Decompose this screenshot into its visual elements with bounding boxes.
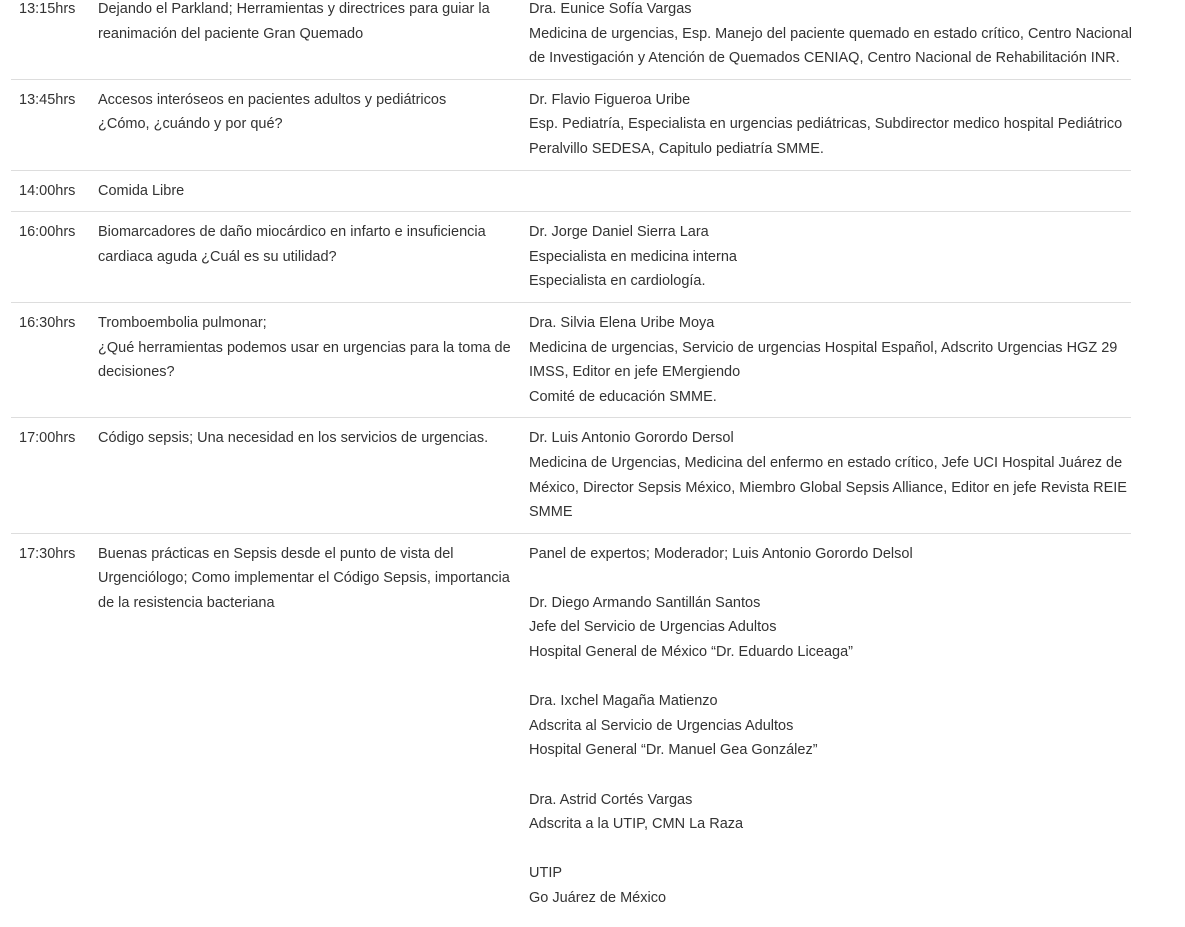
session-time: 13:15hrs bbox=[19, 1, 76, 17]
session-speaker bbox=[529, 542, 1131, 911]
session-topic bbox=[98, 311, 529, 409]
speaker-credentials: Especialista en medicina interna bbox=[529, 248, 737, 265]
speaker-credentials: Adscrita a la UTIP, CMN La Raza bbox=[529, 816, 744, 833]
speaker-name: Dr. Flavio Figueroa Uribe bbox=[529, 91, 691, 108]
schedule-row bbox=[11, 426, 1131, 533]
speaker-credentials: Jefe del Servicio de Urgencias Adultos bbox=[529, 619, 777, 636]
topic-line: reanimación del paciente Gran Quemado bbox=[98, 25, 364, 42]
topic-line: Comida Libre bbox=[98, 182, 185, 199]
speaker-credentials: IMSS, Editor en jefe EMergiendo bbox=[529, 364, 741, 381]
spacer bbox=[529, 665, 1131, 690]
session-speaker bbox=[529, 426, 1131, 524]
speaker-credentials: Comité de educación SMME. bbox=[529, 388, 717, 405]
speaker-credentials: Hospital General de México “Dr. Eduardo Liceaga” bbox=[529, 644, 853, 661]
speaker-name: Dr. Jorge Daniel Sierra Lara bbox=[529, 224, 709, 241]
session-speaker bbox=[529, 179, 1131, 204]
session-speaker bbox=[529, 88, 1131, 162]
topic-line: de la resistencia bacteriana bbox=[98, 594, 275, 611]
schedule-row bbox=[11, 220, 1131, 303]
speaker-credentials: Medicina de Urgencias, Medicina del enfermo en estado crítico, Jefe UCI Hospital Juárez de bbox=[529, 454, 1123, 471]
schedule-row bbox=[11, 311, 1131, 418]
speaker-credentials: Go Juárez de México bbox=[529, 890, 667, 906]
speaker-name: Dr. Diego Armando Santillán Santos bbox=[529, 594, 761, 611]
topic-line: decisiones? bbox=[98, 364, 175, 381]
session-topic bbox=[98, 220, 529, 294]
speaker-name: Dra. Ixchel Magaña Matienzo bbox=[529, 693, 718, 710]
topic-line: ¿Cómo, ¿cuándo y por qué? bbox=[98, 116, 283, 133]
speaker-credentials: Adscrita al Servicio de Urgencias Adultos bbox=[529, 717, 794, 734]
schedule-table bbox=[11, 0, 1131, 927]
schedule-row bbox=[11, 179, 1131, 213]
session-topic bbox=[98, 542, 529, 911]
speaker-credentials: de Investigación y Atención de Quemados CENIAQ, Centro Nacional de Rehabilitación INR. bbox=[529, 50, 1120, 67]
speaker-credentials: Peralvillo SEDESA, Capitulo pediatría SMME. bbox=[529, 140, 824, 157]
schedule-row bbox=[11, 88, 1131, 171]
spacer bbox=[529, 837, 1131, 862]
speaker-credentials: Especialista en cardiología. bbox=[529, 273, 706, 290]
topic-line: Biomarcadores de daño miocárdico en infarto e insuficiencia bbox=[98, 224, 486, 241]
topic-line: Buenas prácticas en Sepsis desde el punto de vista del bbox=[98, 545, 454, 562]
topic-line: Tromboembolia pulmonar; bbox=[98, 314, 267, 331]
speaker-credentials: SMME bbox=[529, 504, 573, 521]
session-time: 13:45hrs bbox=[19, 91, 76, 108]
panel-moderator: Panel de expertos; Moderador; Luis Antonio Gorordo Delsol bbox=[529, 545, 913, 562]
session-speaker bbox=[529, 220, 1131, 294]
speaker-name: Dra. Silvia Elena Uribe Moya bbox=[529, 314, 715, 331]
session-time: 14:00hrs bbox=[19, 182, 76, 199]
topic-line: ¿Qué herramientas podemos usar en urgencias para la toma de bbox=[98, 339, 511, 356]
topic-line: cardiaca aguda ¿Cuál es su utilidad? bbox=[98, 248, 337, 265]
session-speaker bbox=[529, 311, 1131, 409]
session-time: 16:00hrs bbox=[19, 224, 76, 241]
speaker-credentials: Hospital General “Dr. Manuel Gea González” bbox=[529, 742, 818, 759]
session-speaker bbox=[529, 0, 1132, 71]
speaker-credentials: México, Director Sepsis México, Miembro Global Sepsis Alliance, Editor en jefe Revista REIE bbox=[529, 479, 1127, 496]
speaker-name: Dra. Eunice Sofía Vargas bbox=[529, 1, 692, 17]
speaker-credentials: Medicina de urgencias, Esp. Manejo del paciente quemado en estado crítico, Centro Nacional bbox=[529, 25, 1132, 42]
topic-line: Accesos interóseos en pacientes adultos y pediátricos bbox=[98, 91, 447, 108]
session-time: 17:00hrs bbox=[19, 430, 76, 447]
topic-line: Código sepsis; Una necesidad en los servicios de urgencias. bbox=[98, 430, 489, 447]
schedule-row bbox=[11, 542, 1131, 919]
speaker-name: Dra. Astrid Cortés Vargas bbox=[529, 791, 693, 808]
spacer bbox=[529, 566, 1131, 591]
topic-line: Dejando el Parkland; Herramientas y directrices para guiar la bbox=[98, 1, 490, 17]
session-topic bbox=[98, 426, 529, 524]
speaker-credentials: UTIP bbox=[529, 865, 563, 882]
session-topic bbox=[98, 88, 529, 162]
speaker-name: Dr. Luis Antonio Gorordo Dersol bbox=[529, 430, 734, 447]
speaker-credentials: Medicina de urgencias, Servicio de urgencias Hospital Español, Adscrito Urgencias HGZ 29 bbox=[529, 339, 1118, 356]
topic-line: Urgenciólogo; Como implementar el Código Sepsis, importancia bbox=[98, 570, 510, 587]
spacer bbox=[529, 763, 1131, 788]
schedule-row bbox=[11, 0, 1131, 80]
session-time: 16:30hrs bbox=[19, 314, 76, 331]
session-topic bbox=[98, 0, 529, 71]
session-time: 17:30hrs bbox=[19, 545, 76, 562]
speaker-credentials: Esp. Pediatría, Especialista en urgencias pediátricas, Subdirector medico hospital Pediátrico bbox=[529, 116, 1123, 133]
session-topic bbox=[98, 179, 529, 204]
